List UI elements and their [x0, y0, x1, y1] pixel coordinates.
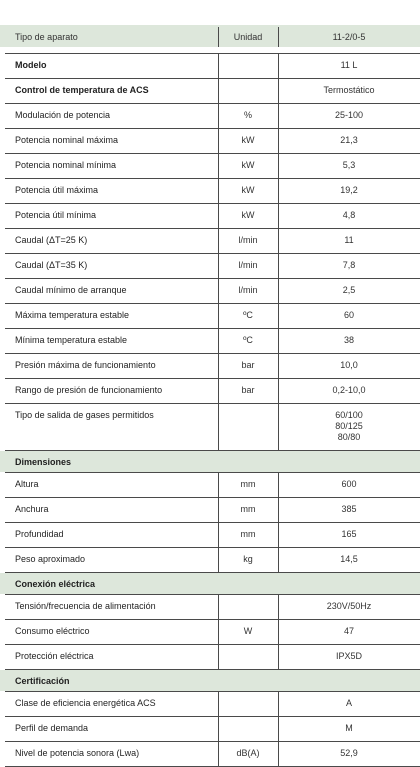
column-rule	[278, 472, 279, 497]
row-value: 52,9	[340, 748, 358, 758]
column-rule	[218, 228, 219, 253]
column-rule	[278, 691, 279, 716]
row-divider	[5, 522, 420, 523]
column-rule	[218, 378, 219, 403]
row-label: Caudal (ΔT=25 K)	[15, 235, 88, 245]
row-unit: kg	[243, 554, 253, 564]
row-label: Consumo eléctrico	[15, 626, 90, 636]
row-value: 11	[344, 235, 354, 245]
column-rule	[218, 716, 219, 741]
column-rule	[218, 328, 219, 353]
table-header	[0, 25, 420, 47]
section-title: Conexión eléctrica	[15, 579, 96, 589]
column-rule	[278, 53, 279, 78]
row-label: Potencia útil máxima	[15, 185, 99, 195]
column-rule	[278, 278, 279, 303]
row-label: Modulación de potencia	[15, 110, 111, 120]
column-rule	[218, 691, 219, 716]
column-rule	[218, 303, 219, 328]
row-divider	[5, 497, 420, 498]
row-unit: bar	[241, 360, 255, 370]
row-unit: mm	[240, 529, 256, 539]
row-label: Mínima temperatura estable	[15, 335, 128, 345]
column-rule	[218, 253, 219, 278]
row-value: 4,8	[342, 210, 356, 220]
row-value: 19,2	[340, 185, 358, 195]
row-value: 385	[341, 504, 357, 514]
header-col-model: 11-2/0-5	[332, 32, 366, 42]
column-rule	[218, 497, 219, 522]
row-unit: dB(A)	[236, 748, 260, 758]
column-rule	[218, 547, 219, 572]
row-divider	[5, 691, 420, 692]
row-value: 10,0	[340, 360, 358, 370]
column-rule	[218, 27, 219, 47]
row-value: 21,3	[340, 135, 358, 145]
row-value: 80/125	[335, 421, 363, 431]
column-rule	[218, 178, 219, 203]
row-unit: l/min	[238, 260, 258, 270]
column-rule	[278, 328, 279, 353]
row-label: Peso aproximado	[15, 554, 86, 564]
row-label: Modelo	[15, 60, 47, 70]
column-rule	[278, 353, 279, 378]
row-label: Rango de presión de funcionamiento	[15, 385, 163, 395]
row-divider	[5, 741, 420, 742]
column-rule	[278, 594, 279, 619]
section-header	[0, 451, 420, 472]
row-divider	[5, 594, 420, 595]
row-label: Presión máxima de funcionamiento	[15, 360, 156, 370]
column-rule	[278, 497, 279, 522]
row-unit: bar	[241, 385, 255, 395]
row-unit: mm	[240, 504, 256, 514]
row-label: Perfil de demanda	[15, 723, 89, 733]
row-unit: l/min	[238, 235, 258, 245]
column-rule	[278, 128, 279, 153]
column-rule	[218, 203, 219, 228]
row-label: Potencia útil mínima	[15, 210, 97, 220]
row-divider	[5, 303, 420, 304]
row-divider	[5, 128, 420, 129]
row-divider	[5, 328, 420, 329]
row-value: 38	[343, 335, 354, 345]
row-divider	[5, 472, 420, 473]
row-label: Potencia nominal máxima	[15, 135, 119, 145]
row-value: 11 L	[340, 60, 358, 70]
column-rule	[218, 741, 219, 766]
column-rule	[278, 153, 279, 178]
column-rule	[278, 303, 279, 328]
row-unit: mm	[240, 479, 256, 489]
row-unit: ºC	[243, 310, 253, 320]
row-unit: kW	[241, 160, 255, 170]
row-label: Caudal (ΔT=35 K)	[15, 260, 88, 270]
column-rule	[278, 203, 279, 228]
column-rule	[278, 378, 279, 403]
row-value: A	[345, 698, 352, 708]
column-rule	[218, 594, 219, 619]
row-divider	[5, 353, 420, 354]
section-header	[0, 670, 420, 691]
column-rule	[218, 53, 219, 78]
row-label: Protección eléctrica	[15, 651, 94, 661]
column-rule	[218, 472, 219, 497]
row-value: 47	[343, 626, 354, 636]
column-rule	[278, 403, 279, 450]
column-rule	[218, 128, 219, 153]
row-value: 165	[341, 529, 357, 539]
row-divider	[5, 203, 420, 204]
row-divider	[5, 547, 420, 548]
column-rule	[278, 27, 279, 47]
row-divider	[5, 253, 420, 254]
row-value: 7,8	[342, 260, 356, 270]
row-unit: kW	[241, 135, 255, 145]
column-rule	[278, 522, 279, 547]
row-label: Nivel de potencia sonora (Lwa)	[15, 748, 140, 758]
row-value: M	[345, 723, 353, 733]
row-value: 2,5	[342, 285, 356, 295]
row-unit: ºC	[243, 335, 253, 345]
row-divider	[5, 103, 420, 104]
row-label: Control de temperatura de ACS	[15, 85, 149, 95]
header-col-type: Tipo de aparato	[15, 32, 78, 42]
column-rule	[218, 103, 219, 128]
row-label: Anchura	[15, 504, 49, 514]
column-rule	[278, 78, 279, 103]
row-divider	[5, 278, 420, 279]
row-unit: l/min	[238, 285, 258, 295]
row-label: Potencia nominal mínima	[15, 160, 117, 170]
row-value: 60/100	[335, 410, 363, 420]
column-rule	[218, 78, 219, 103]
row-label: Tensión/frecuencia de alimentación	[15, 601, 156, 611]
row-divider	[5, 619, 420, 620]
row-value: 80/80	[337, 432, 361, 442]
row-label: Máxima temperatura estable	[15, 310, 130, 320]
row-value: 230V/50Hz	[326, 601, 372, 611]
column-rule	[218, 353, 219, 378]
row-value: IPX5D	[335, 651, 362, 661]
column-rule	[218, 153, 219, 178]
row-value: 600	[341, 479, 357, 489]
row-unit: %	[243, 110, 252, 120]
column-rule	[278, 253, 279, 278]
row-label: Clase de eficiencia energética ACS	[15, 698, 156, 708]
row-divider	[5, 644, 420, 645]
section-title: Dimensiones	[15, 457, 72, 467]
row-unit: W	[243, 626, 253, 636]
column-rule	[278, 644, 279, 669]
row-value: Termostático	[323, 85, 375, 95]
row-divider	[5, 153, 420, 154]
column-rule	[218, 403, 219, 450]
column-rule	[218, 522, 219, 547]
row-divider	[5, 78, 420, 79]
column-rule	[278, 228, 279, 253]
row-divider	[5, 403, 420, 404]
section-title: Certificación	[15, 676, 70, 686]
column-rule	[218, 644, 219, 669]
row-value: 25-100	[334, 110, 364, 120]
row-label: Altura	[15, 479, 39, 489]
row-divider	[5, 53, 420, 54]
row-divider	[5, 716, 420, 717]
row-value: 0,2-10,0	[332, 385, 366, 395]
column-rule	[278, 716, 279, 741]
row-divider	[5, 378, 420, 379]
column-rule	[278, 619, 279, 644]
section-header	[0, 573, 420, 594]
column-rule	[278, 741, 279, 766]
column-rule	[278, 178, 279, 203]
row-unit: kW	[241, 210, 255, 220]
column-rule	[218, 278, 219, 303]
row-label: Tipo de salida de gases permitidos	[15, 410, 154, 420]
row-divider	[5, 228, 420, 229]
row-unit: kW	[241, 185, 255, 195]
column-rule	[278, 103, 279, 128]
row-label: Caudal mínimo de arranque	[15, 285, 127, 295]
row-value: 5,3	[342, 160, 356, 170]
row-value: 14,5	[340, 554, 358, 564]
row-label: Profundidad	[15, 529, 64, 539]
row-divider	[5, 178, 420, 179]
header-col-unit: Unidad	[233, 32, 263, 42]
column-rule	[278, 547, 279, 572]
column-rule	[218, 619, 219, 644]
row-value: 60	[343, 310, 354, 320]
